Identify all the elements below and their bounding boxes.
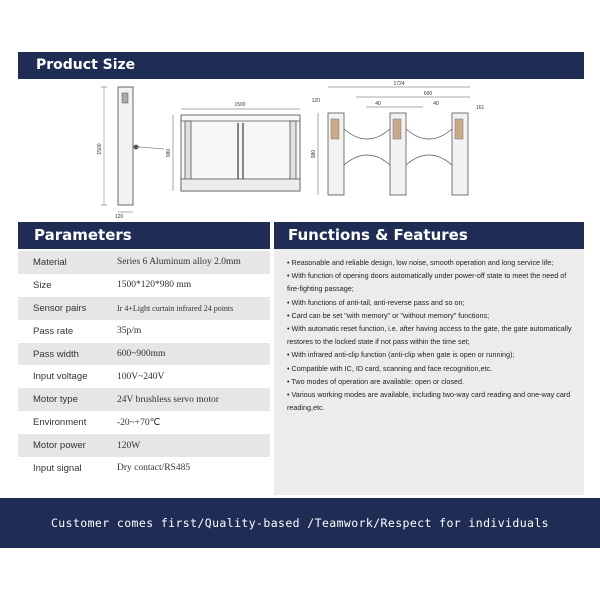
param-value: 1500*120*980 mm xyxy=(117,280,192,291)
top-height-label: 980 xyxy=(311,149,317,159)
parameters-table xyxy=(18,251,270,480)
param-row xyxy=(18,365,270,388)
param-value: Ir 4+Light curtain infrared 24 points xyxy=(117,303,234,313)
param-value: 600~900mm xyxy=(117,349,166,359)
param-label: Input signal xyxy=(33,462,82,474)
top-pass-a-label: 40 xyxy=(375,101,381,107)
param-label: Pass rate xyxy=(33,325,74,337)
features-list xyxy=(274,249,584,495)
param-label: Material xyxy=(33,256,67,268)
param-label: Environment xyxy=(33,417,87,429)
top-view-drawing xyxy=(318,87,470,195)
feature-item: • With infrared anti-clip function (anti-clip when gate is open or running); xyxy=(287,350,515,360)
top-inner-label: 600 xyxy=(423,91,433,97)
feature-item: • Compatible with IC, ID card, scanning and face recognition,etc. xyxy=(287,363,493,373)
param-value: -20~+70℃ xyxy=(117,418,161,429)
top-total-label: 1724 xyxy=(393,81,405,87)
feature-item: • With function of opening doors automatically under power-off state to meet the need of fire-fighting passage; xyxy=(287,271,567,294)
product-size-drawing xyxy=(18,79,584,219)
param-row xyxy=(18,320,270,343)
param-row xyxy=(18,411,270,434)
front-width-label: 1500 xyxy=(234,102,246,108)
param-label: Motor power xyxy=(33,440,86,452)
param-value: Dry contact/RS485 xyxy=(117,463,191,474)
footer-slogan: Customer comes first/Quality-based /Teamwork/Respect for individuals xyxy=(0,498,600,548)
param-label: Input voltage xyxy=(33,371,88,383)
feature-item: • Reasonable and reliable design, low noise, smooth operation and long service life; xyxy=(287,258,554,267)
param-value: 35p/m xyxy=(117,326,142,337)
front-view-drawing xyxy=(173,109,300,191)
feature-item: • Card can be set "with memory" or "without memory" functions; xyxy=(287,310,490,320)
top-right-label: 161 xyxy=(476,105,485,111)
param-value: Series 6 Aluminum alloy 2.0mm xyxy=(117,257,241,268)
feature-item: • Various working modes are available, including two-way card reading and one-way card reading,etc. xyxy=(287,390,571,413)
top-pass-b-label: 40 xyxy=(433,101,439,107)
param-row xyxy=(18,388,270,411)
param-label: Size xyxy=(33,279,52,291)
param-label: Sensor pairs xyxy=(33,302,87,314)
feature-item: • With functions of anti-tail, anti-reverse pass and so on; xyxy=(287,297,465,307)
parameters-title: Parameters xyxy=(18,222,270,249)
param-row xyxy=(18,297,270,320)
side-width-label: 120 xyxy=(115,214,124,219)
product-size-title: Product Size xyxy=(18,52,584,79)
param-label: Motor type xyxy=(33,394,78,406)
param-label: Pass width xyxy=(33,348,79,360)
feature-item: • With automatic reset function, i.e. after having access to the gate, the gate automatically restores to the locked state if not pass within the time set; xyxy=(287,324,572,347)
param-row xyxy=(18,457,270,480)
param-row xyxy=(18,343,270,366)
param-row xyxy=(18,251,270,274)
param-row xyxy=(18,274,270,297)
param-row xyxy=(18,434,270,457)
features-title: Functions & Features xyxy=(274,222,584,249)
side-view-drawing xyxy=(101,87,164,212)
param-value: 24V brushless servo motor xyxy=(117,394,219,405)
front-height-label: 980 xyxy=(166,148,172,158)
top-left-label: 120 xyxy=(311,98,320,104)
param-value: 120W xyxy=(117,440,141,451)
feature-item: • Two modes of operation are available: open or closed. xyxy=(287,376,464,386)
param-value: 100V~240V xyxy=(117,371,165,382)
side-height-label: 1500 xyxy=(97,143,103,155)
